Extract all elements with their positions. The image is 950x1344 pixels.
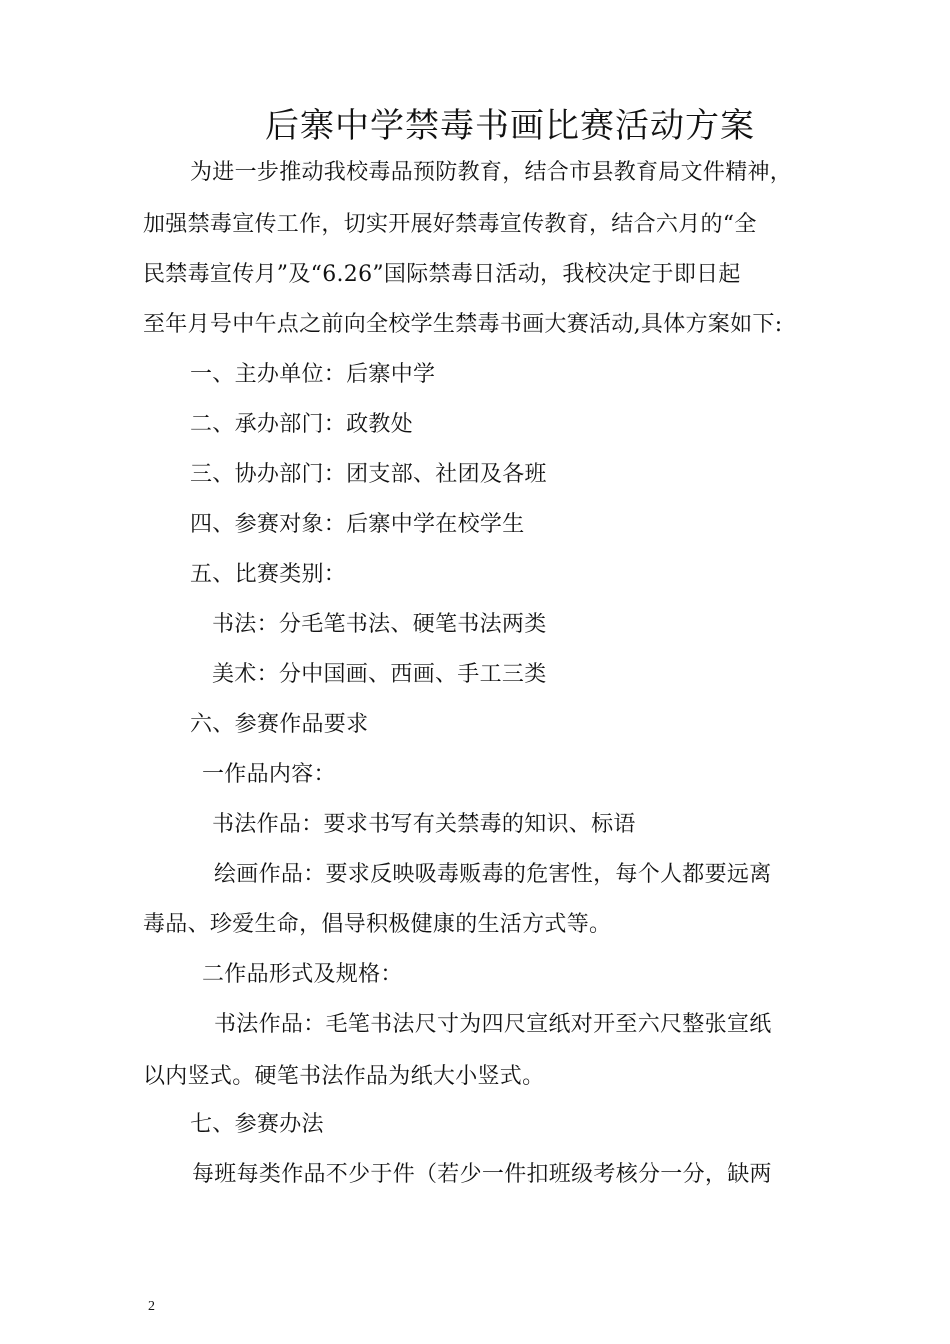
subheading-format: 二作品形式及规格： [202, 962, 403, 987]
subheading-content: 一作品内容： [202, 762, 336, 787]
section-heading-undertaker: 二、承办部门：政教处 [190, 412, 414, 437]
page-number: 2 [148, 1299, 155, 1314]
format-calligraphy: 书法作品：毛笔书法尺寸为四尺宣纸对开至六尺整张宣纸 [214, 1012, 772, 1037]
paragraph-line: 以内竖式。硬笔书法作品为纸大小竖式。 [143, 1064, 545, 1089]
paragraph-line: 毒品、珍爱生命，倡导积极健康的生活方式等。 [143, 912, 612, 937]
paragraph-line: 每班每类作品不少于件（若少一件扣班级考核分一分，缺两 [192, 1162, 772, 1187]
category-calligraphy: 书法：分毛笔书法、硬笔书法两类 [212, 612, 547, 637]
paragraph-line: 至年月号中午点之前向全校学生禁毒书画大赛活动,具体方案如下: [143, 312, 783, 337]
section-heading-requirements: 六、参赛作品要求 [190, 712, 369, 737]
requirement-calligraphy: 书法作品：要求书写有关禁毒的知识、标语 [212, 812, 636, 837]
section-heading-participants: 四、参赛对象：后寨中学在校学生 [190, 512, 525, 537]
section-heading-categories: 五、比赛类别： [190, 562, 347, 587]
section-heading-organizer: 一、主办单位：后寨中学 [190, 362, 436, 387]
document-title: 后寨中学禁毒书画比赛活动方案 [265, 106, 755, 146]
paragraph-line: 民禁毒宣传月”及“6.26”国际禁毒日活动，我校决定于即日起 [143, 262, 741, 287]
section-heading-co-organizer: 三、协办部门：团支部、社团及各班 [190, 462, 547, 487]
paragraph-line: 为进一步推动我校毒品预防教育，结合市县教育局文件精神， [190, 160, 793, 185]
requirement-painting: 绘画作品：要求反映吸毒贩毒的危害性，每个人都要远离 [214, 862, 772, 887]
paragraph-line: 加强禁毒宣传工作，切实开展好禁毒宣传教育，结合六月的“全 [143, 212, 757, 237]
category-art: 美术：分中国画、西画、手工三类 [212, 662, 547, 687]
section-heading-method: 七、参赛办法 [190, 1112, 324, 1137]
